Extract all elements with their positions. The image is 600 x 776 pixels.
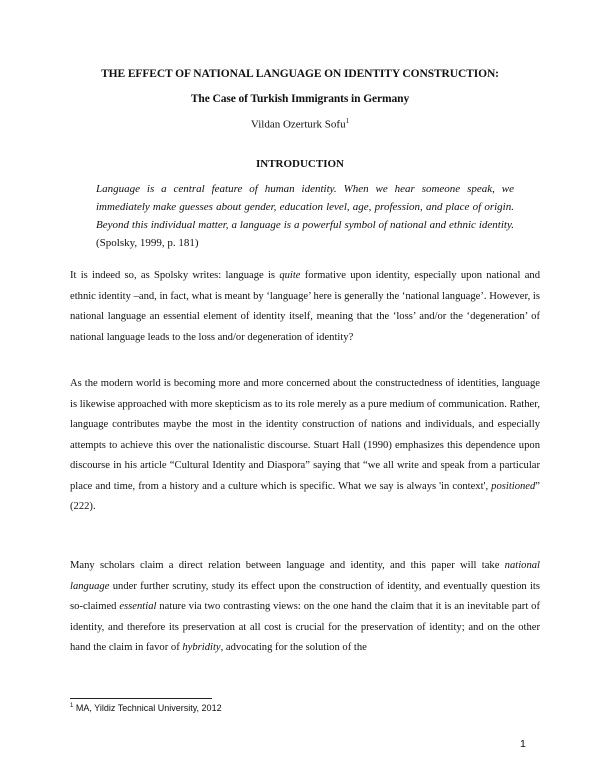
footnote-text: MA, Yildiz Technical University, 2012 — [73, 703, 222, 713]
footnote-divider — [70, 698, 212, 699]
page-number: 1 — [520, 738, 526, 750]
paragraph-3 — [70, 556, 540, 659]
paper-title: THE EFFECT OF NATIONAL LANGUAGE ON IDENTITY CONSTRUCTION: — [101, 68, 499, 80]
paragraph-1 — [70, 266, 540, 348]
epigraph-text: Language is a central feature of human identity. When we hear someone speak, we immediately make guesses about gender, education level, age, profession, and place of origin. Beyond this individual matter, a language is a powerful symbol of national and ethnic identity. — [96, 183, 514, 231]
p3-text-b: under further scrutiny, study its effect upon the construction of identity, and eventually question its so-claimed — [70, 580, 540, 612]
p1-emphasis: quite — [279, 270, 301, 281]
footnote-mark: 1 — [70, 703, 74, 709]
author-line — [0, 117, 600, 131]
footnote — [70, 703, 222, 713]
p3-text-a: Many scholars claim a direct relation between language and identity, and this paper will take — [70, 560, 505, 571]
p3-emphasis-1: national language — [70, 560, 540, 592]
author-footnote-mark: 1 — [345, 117, 350, 125]
p1-text-b: formative upon identity, especially upon national and ethnic identity –and, in fact, what is meant by ‘language’ here is generally the ‘national language’. However, is national language an essential element of identity itself, meaning that the ‘loss’ and/or the ‘degeneration’ of national language leads to the loss and/or degeneration of identity? — [70, 270, 540, 343]
p3-text-d: , advocating for the solution of the — [220, 642, 367, 653]
p2-text-a: As the modern world is becoming more and more concerned about the constructedness of identities, language is likewise approached with more skepticism as to its role merely as a pure medium of communication. Rather, language contributes maybe the most in the identity construction of nations and individuals, and especially attempts to achieve this over the nationalistic discourse. Stuart Hall (1990) emphasizes this dependence upon discourse in his article “Cultural Identity and Diaspora” saying that “we all write and speak from a particular place and time, from a history and a culture which is specific. What we say is always 'in context', — [70, 378, 540, 492]
p3-emphasis-3: hybridity — [182, 642, 221, 653]
author-name: Vildan Ozerturk Sofu — [250, 118, 346, 131]
paper-subtitle: The Case of Turkish Immigrants in Germany — [190, 93, 410, 105]
p3-text-c: nature via two contrasting views: on the one hand the claim that it is an inevitable part of identity, and therefore its preservation at all cost is crucial for the preservation of identity; and on the other hand the claim in favor of — [70, 601, 540, 653]
section-heading: INTRODUCTION — [255, 158, 344, 170]
p2-text-b: ” (222). — [70, 480, 540, 512]
p3-emphasis-2: essential — [119, 601, 157, 612]
epigraph-citation: (Spolsky, 1999, p. 181) — [96, 237, 199, 249]
p2-emphasis: positioned — [491, 480, 536, 492]
paragraph-2 — [70, 374, 540, 518]
p1-text-a: It is indeed so, as Spolsky writes: language is — [70, 270, 280, 281]
epigraph — [96, 180, 514, 252]
